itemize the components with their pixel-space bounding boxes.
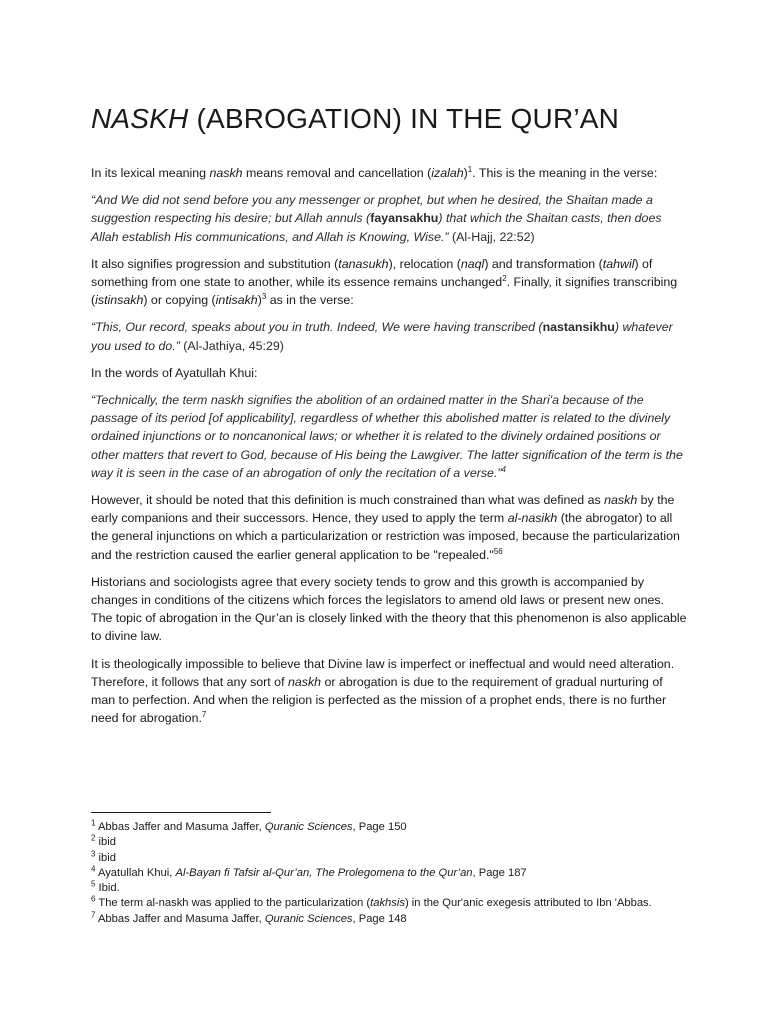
term-italic: al-nasikh (507, 511, 558, 526)
paragraph-khui-intro: In the words of Ayatullah Khui: (91, 365, 258, 380)
text: , Page 187 (472, 866, 527, 879)
document-body (91, 164, 688, 736)
verse-reference: (Al-Jathiya, 45:29) (179, 338, 284, 353)
footnote-number: 3 (91, 848, 96, 858)
footnote-number: 6 (91, 894, 96, 904)
text: Abbas Jaffer and Masuma Jaffer, (95, 821, 265, 833)
verse-reference: (Al-Hajj, 22:52) (448, 229, 535, 244)
paragraph-historians: Historians and sociologists agree that every society tends to grow and this growth is accompanied by changes in conditions of the citizens which forces the legislators to amend old laws or present new ones. The topic of abrogation in the Qur’an is closely linked with the theory that this phenomenon is also applicable to divine law. (91, 574, 687, 644)
term-italic: naskh (209, 166, 243, 180)
text: It is theologically impossible to believe that Divine law is imperfect or ineffectual and would need alteration. Therefore, it follows that any sort of (91, 656, 675, 689)
quote-text: ) whatever you used to do.” (91, 320, 673, 353)
text: (the abrogator) to all the general injunctions on which a particularization or restriction was imposed, because the particularization and the restriction caused the earlier general application to be "repealed." (91, 511, 680, 562)
term-italic: intisakh (215, 293, 258, 308)
footnote-2 (91, 835, 708, 850)
text: , Page 150 (352, 821, 407, 833)
text: ) of something from one state to another, while its essence remains unchanged (91, 256, 653, 290)
text: Ibid. (95, 882, 120, 895)
footnote-ref[interactable]: 2 (502, 273, 507, 283)
title-rest: (ABROGATION) IN THE QUR’AN (188, 103, 620, 134)
quote-al-jathiya (91, 318, 688, 354)
footnote-number: 5 (91, 879, 96, 889)
footnote-ref[interactable]: 3 (261, 292, 267, 302)
footnotes (91, 820, 708, 927)
paragraph-constrained-definition (91, 491, 688, 564)
footnote-ref[interactable]: 1 (467, 164, 473, 174)
term-italic: tahwil (602, 256, 635, 271)
paragraph-substitution (91, 255, 688, 310)
quote-text: “And We did not send before you any messenger or prophet, but when he desired, the Shaitan made a suggestion respecting his desire; but Allah annuls ( (91, 193, 653, 226)
footnote-ref[interactable]: 56 (493, 546, 503, 556)
book-title: Al-Bayan fi Tafsir al-Qur’an, The Prolegomena to the Qur’an (175, 866, 473, 879)
text: However, it should be noted that this definition is much constrained than what was defined as (91, 493, 605, 508)
footnote-number: 1 (91, 818, 96, 828)
footnote-number: 4 (91, 864, 96, 874)
text: . This is the meaning in the verse: (472, 166, 658, 180)
text: ibid (95, 851, 116, 864)
quote-khui (91, 391, 688, 482)
text: means removal and cancellation ( (242, 166, 432, 180)
footnote-6 (91, 896, 708, 911)
text: ) or copying ( (143, 293, 216, 308)
term-italic: naskh (287, 674, 322, 689)
footnote-4 (91, 866, 708, 881)
term-italic: naql (460, 256, 485, 271)
page-title (91, 99, 708, 139)
text: ) (257, 293, 262, 308)
text: It also signifies progression and substitution ( (91, 256, 339, 271)
quote-al-hajj (91, 191, 688, 246)
text: Abbas Jaffer and Masuma Jaffer, (95, 912, 265, 925)
quote-text: “Technically, the term naskh signifies the abolition of an ordained matter in the Shari'a because of the passage of its period [of applicability], regardless of whether this abolished matter is related to the divinely ordained injunctions or to noncanonical laws; or whether it is related to the divinely ordained positions or other matters that revert to God, because of His being the Lawgiver. The latter signification of the term is the way it is seen in the case of an abrogation of only the recitation of a verse.” (91, 393, 683, 480)
footnote-7 (91, 912, 708, 927)
paragraph-lexical-meaning (91, 164, 688, 182)
text: ) and transformation ( (484, 256, 603, 271)
text: ) in the Qur'anic exegesis attributed to Ibn 'Abbas. (404, 897, 652, 910)
term-italic: naskh (604, 493, 638, 508)
text: , Page 148 (352, 912, 407, 925)
quote-keyword: nastansikhu (542, 320, 615, 335)
text: ) (463, 166, 468, 180)
text: The term al-naskh was applied to the particularization ( (95, 897, 371, 910)
book-title: Quranic Sciences (264, 821, 353, 833)
text: Ayatullah Khui, (95, 866, 176, 879)
term-italic: istinsakh (95, 293, 144, 308)
text: . Finally, it signifies transcribing ( (91, 275, 678, 308)
text: In its lexical meaning (91, 166, 210, 180)
footnote-divider (91, 812, 271, 813)
term-italic: tanasukh (338, 256, 389, 271)
footnote-number: 2 (91, 833, 96, 843)
term-italic: takhsis (370, 897, 405, 910)
text: ), relocation ( (388, 256, 461, 271)
text: ibid (95, 836, 116, 849)
paragraph-theological (91, 655, 688, 728)
quote-keyword: fayansakhu (370, 211, 439, 226)
book-title: Quranic Sciences (264, 912, 353, 925)
text: by the early companions and their successors. Hence, they used to apply the term (91, 493, 675, 526)
footnote-ref[interactable]: 7 (201, 710, 207, 720)
footnote-ref[interactable]: 4 (501, 464, 506, 474)
title-italic: NASKH (91, 103, 189, 134)
footnote-3 (91, 848, 708, 866)
text: or abrogation is due to the requirement of gradual nurturing of man to perfection. And when the religion is perfected as the mission of a prophet ends, there is no further need for abrogation. (91, 674, 667, 726)
footnote-5 (91, 881, 708, 896)
footnote-1 (91, 820, 708, 835)
footnote-number: 7 (91, 910, 96, 920)
text: as in the verse: (266, 293, 354, 308)
quote-text: ) that which the Shaitan casts, then does Allah establish His communications, and Allah is Knowing, Wise.” (91, 211, 662, 244)
quote-text: “This, Our record, speaks about you in truth. Indeed, We were having transcribed ( (91, 320, 543, 335)
term-italic: izalah (431, 166, 464, 180)
